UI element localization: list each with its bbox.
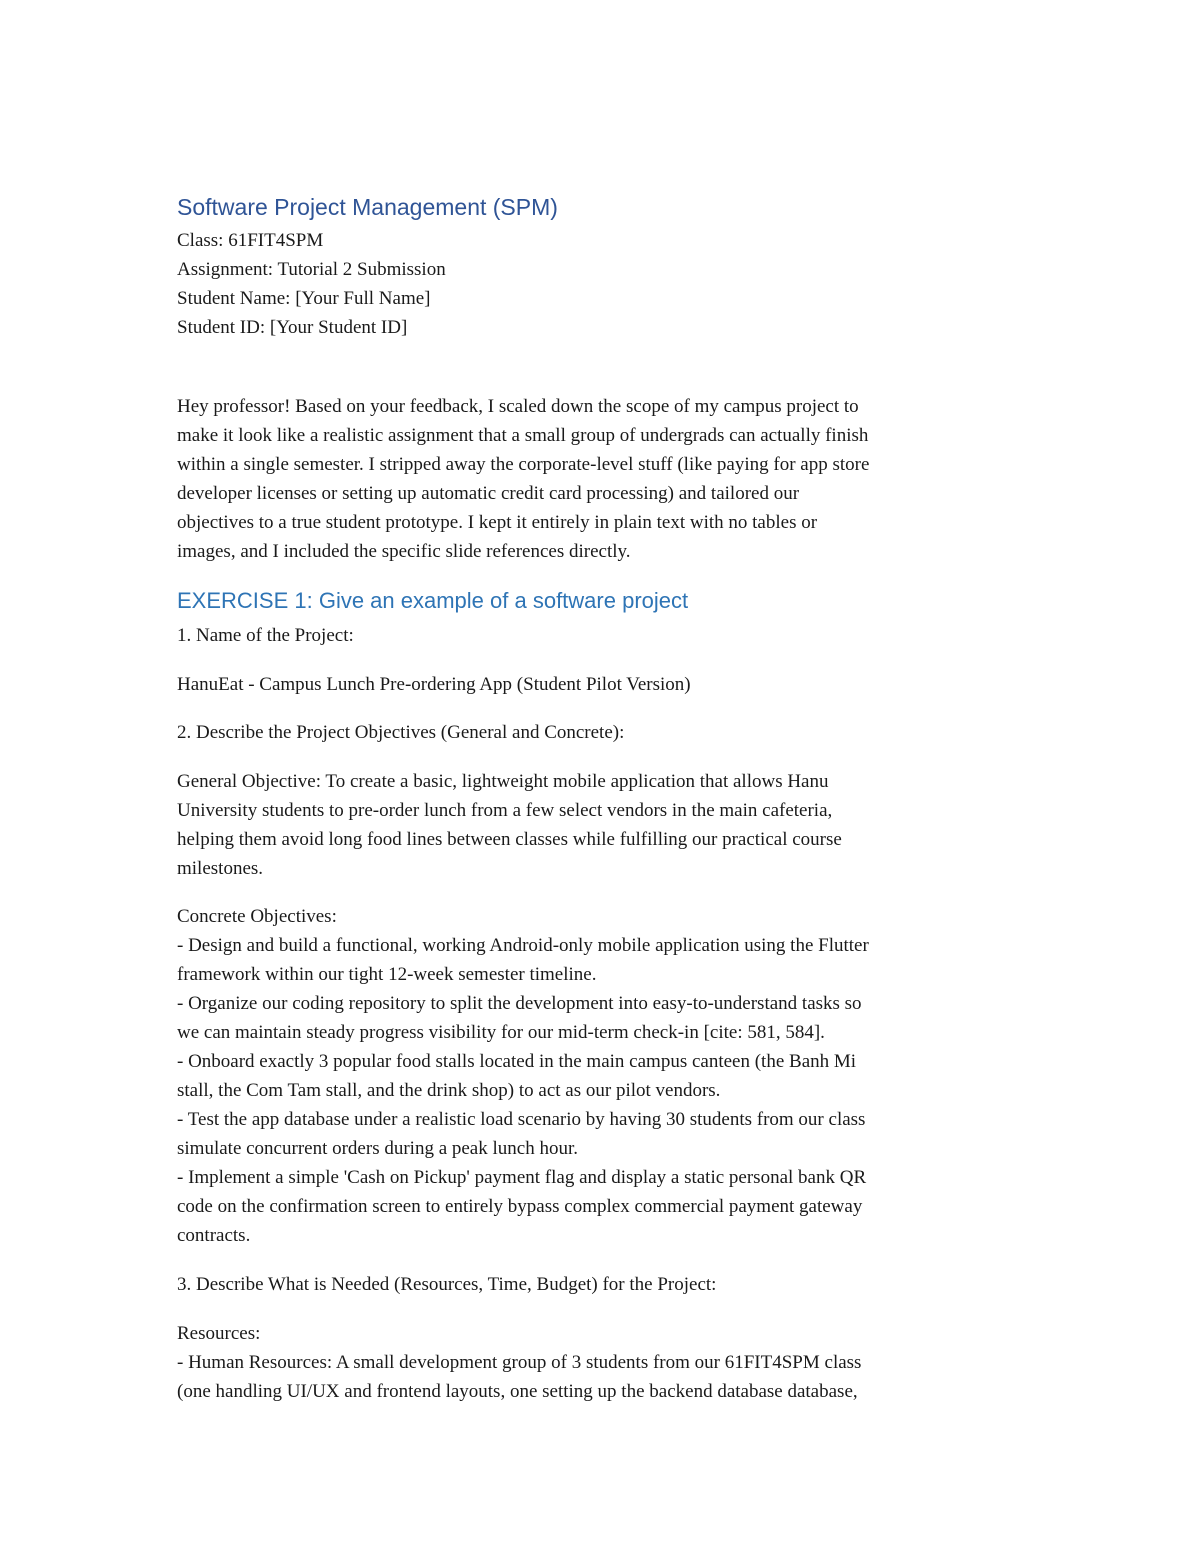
meta-student-id: Student ID: [Your Student ID]	[177, 317, 408, 338]
general-line: helping them avoid long food lines between classes while fulfilling our practical course	[177, 829, 842, 850]
resources-line: Resources:	[177, 1323, 261, 1344]
project-name: HanuEat - Campus Lunch Pre-ordering App (Student Pilot Version)	[177, 674, 691, 695]
intro-line: objectives to a true student prototype. I kept it entirely in plain text with no tables or	[177, 512, 818, 533]
concrete-line: stall, the Com Tam stall, and the drink shop) to act as our pilot vendors.	[177, 1080, 721, 1101]
resources-section	[177, 1319, 1037, 1406]
intro-line: make it look like a realistic assignment that a small group of undergrads can actually finish	[177, 425, 869, 446]
concrete-line: framework within our tight 12-week semester timeline.	[177, 964, 597, 985]
resources-line: - Human Resources: A small development group of 3 students from our 61FIT4SPM class	[177, 1352, 862, 1373]
concrete-line: - Organize our coding repository to split the development into easy-to-understand tasks so	[177, 993, 862, 1014]
concrete-line: simulate concurrent orders during a peak lunch hour.	[177, 1138, 578, 1159]
intro-line: Hey professor! Based on your feedback, I scaled down the scope of my campus project to	[177, 396, 859, 417]
meta-class: Class: 61FIT4SPM	[177, 230, 324, 251]
question-3: 3. Describe What is Needed (Resources, Time, Budget) for the Project:	[177, 1274, 717, 1295]
question-2: 2. Describe the Project Objectives (General and Concrete):	[177, 722, 625, 743]
document-meta	[177, 226, 446, 342]
exercise1-heading: EXERCISE 1: Give an example of a software project	[177, 588, 689, 613]
intro-line: developer licenses or setting up automatic credit card processing) and tailored our	[177, 483, 800, 504]
concrete-line: - Implement a simple 'Cash on Pickup' payment flag and display a static personal bank QR	[177, 1167, 867, 1188]
concrete-line: Concrete Objectives:	[177, 906, 337, 927]
intro-line: images, and I included the specific slide references directly.	[177, 541, 631, 562]
concrete-line: - Test the app database under a realistic load scenario by having 30 students from our class	[177, 1109, 866, 1130]
question-1: 1. Name of the Project:	[177, 625, 354, 646]
general-line: University students to pre-order lunch from a few select vendors in the main cafeteria,	[177, 800, 833, 821]
concrete-line: - Design and build a functional, working Android-only mobile application using the Flutter	[177, 935, 869, 956]
concrete-objectives	[177, 902, 1037, 1250]
general-line: General Objective: To create a basic, lightweight mobile application that allows Hanu	[177, 771, 829, 792]
meta-student-name: Student Name: [Your Full Name]	[177, 288, 431, 309]
intro-line: within a single semester. I stripped away the corporate-level stuff (like paying for app store	[177, 454, 870, 475]
concrete-line: code on the confirmation screen to entirely bypass complex commercial payment gateway	[177, 1196, 863, 1217]
general-objective	[177, 767, 1037, 883]
document-title: Software Project Management (SPM)	[177, 194, 558, 220]
concrete-line: contracts.	[177, 1225, 251, 1246]
concrete-line: - Onboard exactly 3 popular food stalls located in the main campus canteen (the Banh Mi	[177, 1051, 857, 1072]
resources-line: (one handling UI/UX and frontend layouts, one setting up the backend database database,	[177, 1381, 858, 1402]
general-line: milestones.	[177, 858, 264, 879]
intro-paragraph	[177, 392, 1037, 566]
meta-assignment: Assignment: Tutorial 2 Submission	[177, 259, 446, 280]
concrete-line: we can maintain steady progress visibility for our mid-term check-in [cite: 581, 584].	[177, 1022, 825, 1043]
